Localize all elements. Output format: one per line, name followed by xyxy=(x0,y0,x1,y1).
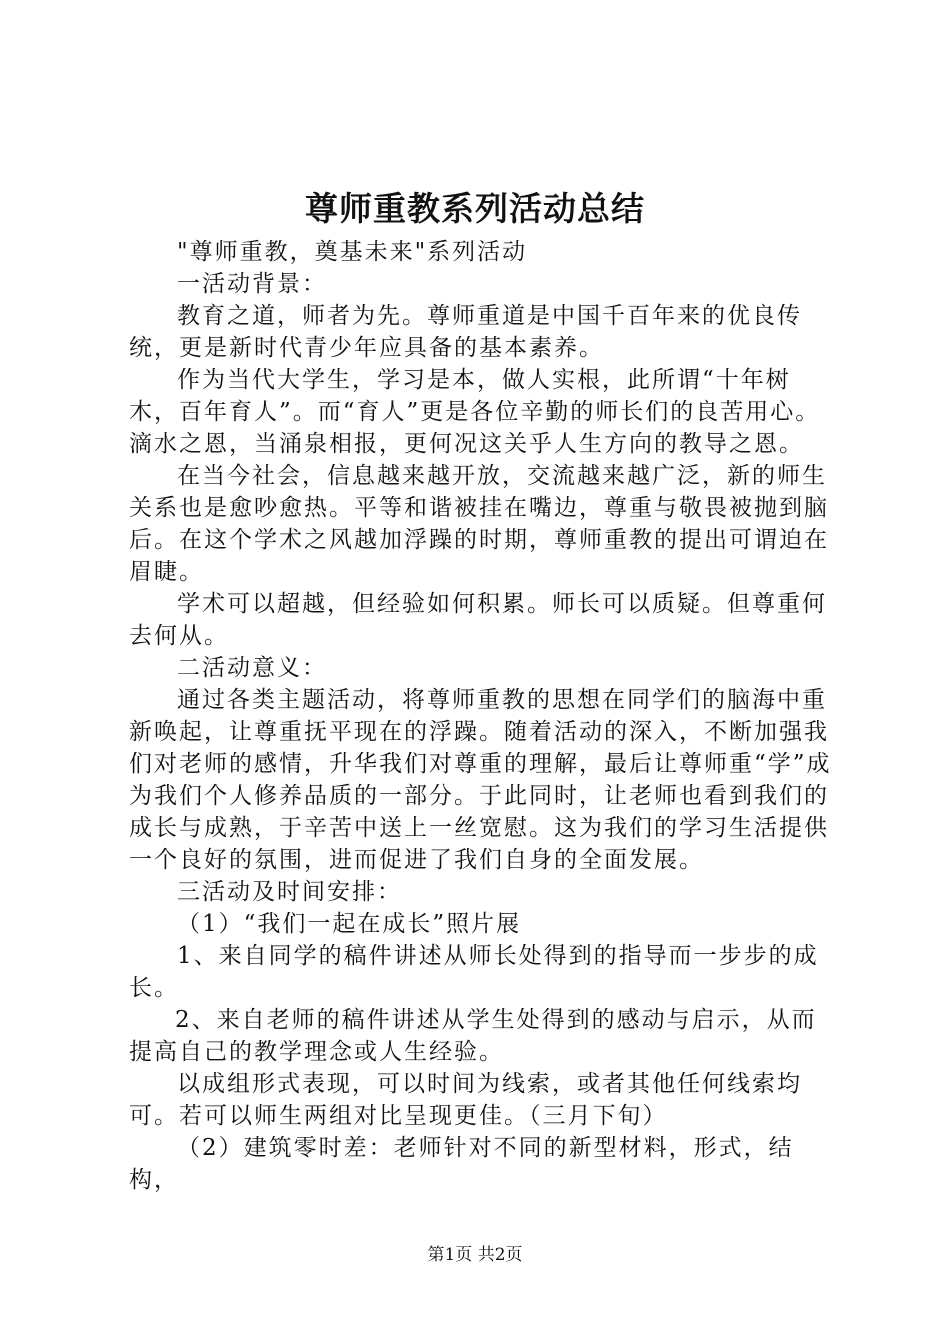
paragraph-subtitle: "尊师重教，奠基未来"系列活动 xyxy=(177,239,528,265)
paragraph: 通过各类主题活动，将尊师重教的思想在同学们的脑海中重新唤起，让尊重抚平现在的浮躁。随着活动的深入，不断加强我们对老师的感情，升华我们对尊重的理解，最后让尊师重“学”成为我们个人修养品质的一部分。于此同时，让老师也看到我们的成长与成熟，于辛苦中送上一丝宽慰。这为我们的学习生活提供一个良好的氛围，进而促进了我们自身的全面发展。 xyxy=(129,687,832,873)
paragraph-list-item: 2、来自老师的稿件讲述从学生处得到的感动与启示，从而提高自己的教学理念或人生经验。 xyxy=(129,1007,817,1065)
document-title: 尊师重教系列活动总结 xyxy=(305,189,645,228)
paragraph-list-item: 1、来自同学的稿件讲述从师长处得到的指导而一步步的成长。 xyxy=(129,943,819,1001)
page-footer: 第1页 共2页 xyxy=(427,1245,523,1265)
paragraph: 学术可以超越，但经验如何积累。师长可以质疑。但尊重何去何从。 xyxy=(129,591,827,649)
paragraph-item-heading: （2）建筑零时差：老师针对不同的新型材料，形式，结构， xyxy=(129,1135,794,1193)
paragraph: 以成组形式表现，可以时间为线索，或者其他任何线索均可。若可以师生两组对比呈现更佳。（三月下旬） xyxy=(129,1071,802,1129)
paragraph-heading-significance: 二活动意义： xyxy=(177,655,327,681)
paragraph: 教育之道，师者为先。尊师重道是中国千百年来的优良传统，更是新时代青少年应具备的基本素养。 xyxy=(129,303,802,361)
paragraph-heading-background: 一活动背景： xyxy=(177,271,327,297)
paragraph: 作为当代大学生，学习是本，做人实根，此所谓“十年树木，百年育人”。而“育人”更是各位辛勤的师长们的良苦用心。滴水之恩，当涌泉相报，更何况这关乎人生方向的教导之恩。 xyxy=(129,367,821,457)
document-body xyxy=(129,236,834,1196)
paragraph: 在当今社会，信息越来越开放，交流越来越广泛，新的师生关系也是愈吵愈热。平等和谐被挂在嘴边，尊重与敬畏被抛到脑后。在这个学术之风越加浮躁的时期，尊师重教的提出可谓迫在眉睫。 xyxy=(129,463,829,585)
paragraph-heading-schedule: 三活动及时间安排： xyxy=(177,879,402,905)
paragraph-item-heading: （1）“我们一起在成长”照片展 xyxy=(177,911,522,937)
